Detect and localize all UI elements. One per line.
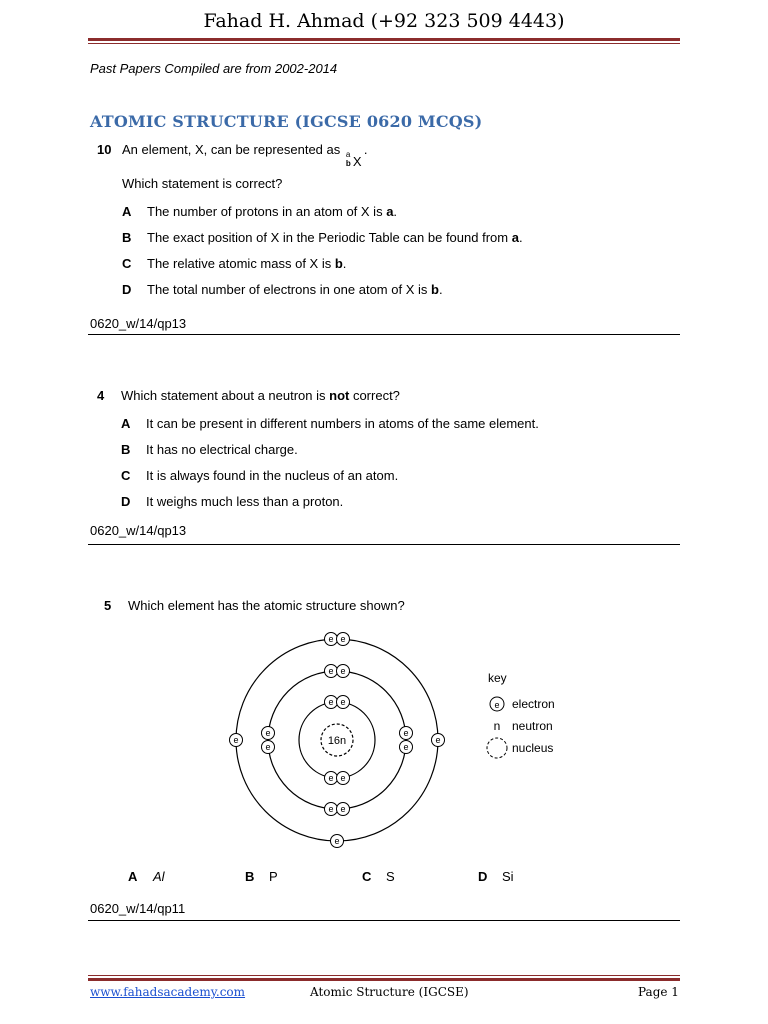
option-a: A Al [128, 869, 165, 884]
question-prompt: Which statement is correct? [122, 176, 283, 191]
key-nucleus-label: nucleus [512, 741, 554, 755]
atom-diagram [0, 624, 768, 884]
electron-label: e [340, 773, 346, 783]
question-number: 4 [97, 388, 105, 403]
question-reference: 0620_w/14/qp13 [90, 523, 187, 538]
electron-label: e [334, 836, 340, 846]
electron-label: e [340, 666, 346, 676]
key-title: key [488, 671, 507, 685]
separator [88, 920, 680, 921]
nucleus-label: 16n [327, 735, 347, 747]
option-c: C The relative atomic mass of X is b. [122, 256, 347, 271]
option-b: B The exact position of X in the Periodic Table can be found from a. [122, 230, 523, 245]
question-stem: Which element has the atomic structure shown? [128, 598, 405, 613]
key-electron-glyph: e [494, 700, 500, 710]
separator [88, 544, 680, 545]
option-d: D It weighs much less than a proton. [121, 494, 344, 509]
electron-label: e [265, 728, 271, 738]
electron-label: e [435, 735, 441, 745]
option-a: A It can be present in different numbers in atoms of the same element. [121, 416, 539, 431]
key-neutron-symbol: n [493, 719, 501, 733]
electron-label: e [340, 634, 346, 644]
footer-rule-thick [88, 978, 680, 981]
question-stem: Which statement about a neutron is not correct? [121, 388, 400, 403]
option-b: B It has no electrical charge. [121, 442, 298, 457]
electron-label: e [328, 773, 334, 783]
footer-website-link[interactable]: www.fahadsacademy.com [90, 985, 246, 999]
electron-label: e [340, 697, 346, 707]
electron-label: e [340, 804, 346, 814]
electron-label: e [328, 634, 334, 644]
option-c: C It is always found in the nucleus of an atom. [121, 468, 399, 483]
subtitle: Past Papers Compiled are from 2002-2014 [90, 61, 338, 76]
page-number: Page 1 [638, 985, 679, 999]
question-number: 10 [97, 142, 112, 157]
electron-label: e [328, 666, 334, 676]
electron-label: e [233, 735, 239, 745]
key-electron-label: electron [512, 697, 555, 711]
header-rule-thick [88, 38, 680, 41]
footer-title: Atomic Structure (IGCSE) [310, 985, 469, 999]
option-d: D Si [478, 869, 514, 884]
question-number: 5 [104, 598, 112, 613]
option-b: B P [245, 869, 278, 884]
electron-label: e [328, 804, 334, 814]
section-heading: ATOMIC STRUCTURE (IGCSE 0620 MCQS) [90, 112, 483, 131]
key-nucleus-symbol [487, 738, 507, 758]
question-reference: 0620_w/14/qp13 [90, 316, 187, 331]
page-header: Fahad H. Ahmad (+92 323 509 4443) [203, 10, 565, 32]
electron-label: e [265, 742, 271, 752]
electron-label: e [403, 742, 409, 752]
electron-label: e [328, 697, 334, 707]
header-rule-thin [88, 43, 680, 44]
separator [88, 334, 680, 335]
question-reference: 0620_w/14/qp11 [90, 901, 186, 916]
footer-rule-thin [88, 975, 680, 976]
key-neutron-label: neutron [512, 719, 553, 733]
electron-label: e [403, 728, 409, 738]
option-a: A The number of protons in an atom of X is a. [122, 204, 398, 219]
option-c: C S [362, 869, 395, 884]
option-d: D The total number of electrons in one atom of X is b. [122, 282, 443, 297]
question-stem: An element, X, can be represented as a b X . [122, 142, 368, 169]
